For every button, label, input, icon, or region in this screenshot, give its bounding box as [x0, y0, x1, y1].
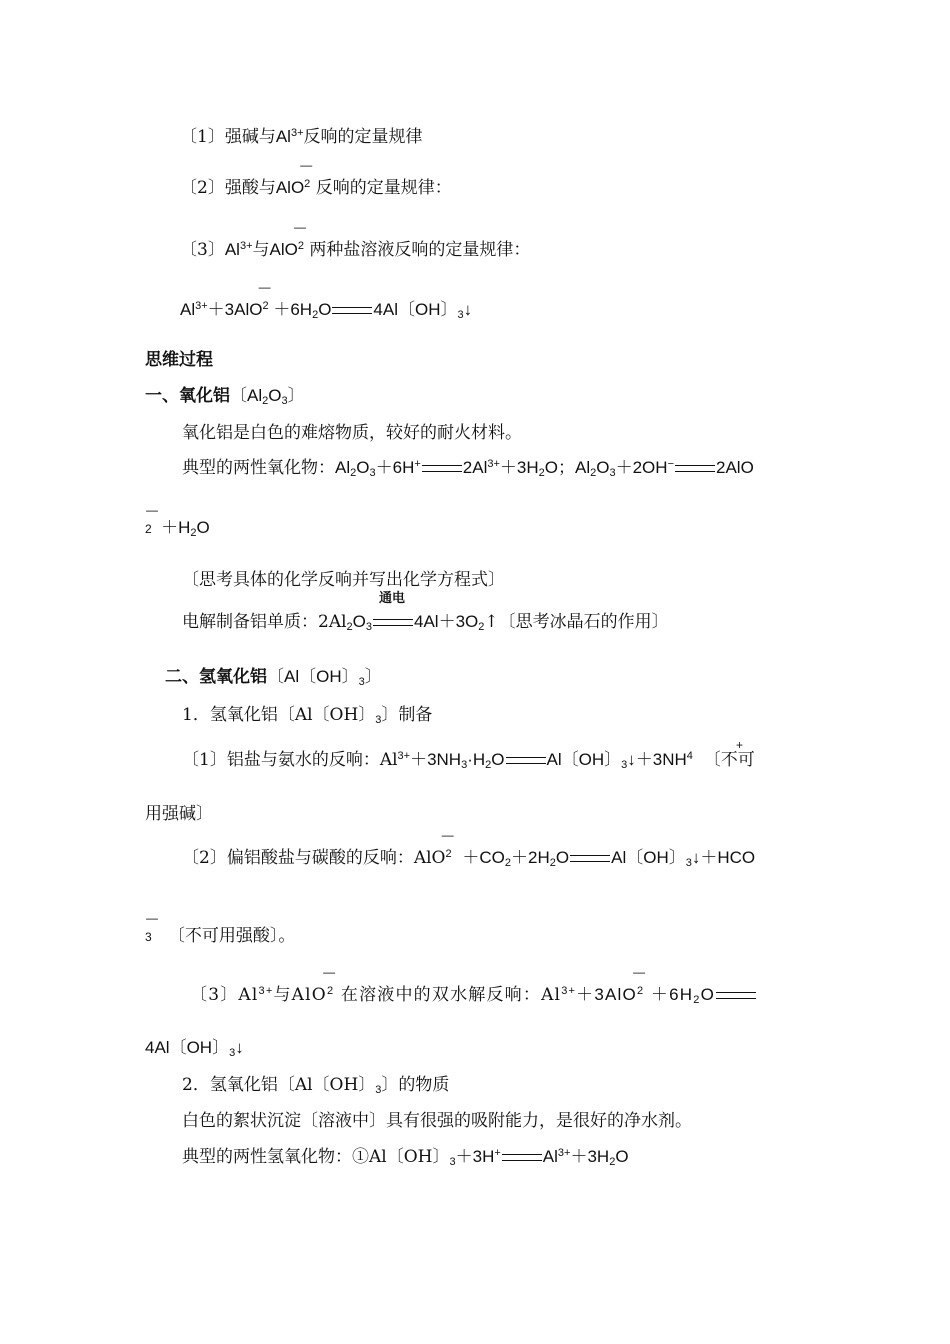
section-2-amphoteric [182, 1145, 629, 1169]
method-1-cont: 用强碱〕 [145, 804, 213, 824]
charge-bar: — [293, 220, 306, 234]
eq-part: Al〔OH〕 [546, 750, 622, 769]
section-2-part-1-heading [182, 703, 432, 727]
sub: 2 [609, 1156, 616, 1168]
sub: 2 [262, 300, 269, 312]
section-2-part-2-heading [182, 1073, 449, 1097]
text: 〔不可 [703, 750, 755, 770]
sub: 2 [538, 467, 545, 479]
label: 典型的两性氧化物： [182, 458, 335, 478]
sub: 2 [145, 522, 152, 536]
sub: 2 [326, 985, 335, 997]
charge-plus: + [736, 738, 744, 752]
sub: 4 [686, 750, 693, 762]
section-1-electrolysis [182, 591, 669, 634]
formula: 〕 [287, 386, 305, 405]
charge: 3+ [195, 300, 208, 312]
charge-bar: — [146, 911, 158, 925]
sub: 2 [590, 467, 597, 479]
alo2-ion [275, 158, 313, 202]
label: 〔1〕铝盐与氨水的反响：Al [182, 750, 398, 770]
sub: 3 [369, 467, 376, 479]
sub: 3 [229, 1047, 236, 1059]
sub: 3 [449, 1156, 456, 1168]
charge: 3+ [397, 750, 411, 762]
charge-bar: — [441, 828, 454, 842]
alo2-ion [269, 220, 306, 264]
al-ion: Al [224, 240, 240, 259]
eq-part: ＋3H [570, 1147, 610, 1166]
charge-bar: — [633, 965, 647, 979]
equals-sign [675, 465, 715, 472]
charge: 3+ [487, 458, 500, 470]
sub: 3 [609, 467, 616, 479]
eq-part: ＋2OH [615, 458, 668, 477]
section-1-desc: 氧化铝是白色的难熔物质，较好的耐火材料。 [182, 423, 522, 443]
sub: 2 [504, 857, 512, 869]
formula: 〕 [364, 667, 382, 686]
eq-part: 2AlO [716, 458, 754, 477]
eq-part: ＋6H [375, 458, 415, 477]
text: 2．氢氧化铝〔Al〔OH〕 [182, 1075, 376, 1095]
label: 〔3〕Al [190, 985, 259, 1005]
rule-1-tail: 反响的定量规律 [303, 127, 423, 147]
rule-3 [180, 220, 531, 264]
sub: 3 [685, 857, 692, 869]
sub: 3 [375, 1084, 382, 1096]
sub: 2 [693, 994, 701, 1006]
eq-part: Al [335, 458, 351, 477]
section-1-amphoteric [182, 456, 754, 480]
equals-with-condition [372, 591, 414, 634]
text: 与AlO [273, 985, 327, 1005]
text: 与 [252, 240, 270, 260]
eq-part: ＋CO [462, 848, 505, 867]
sub: 2 [445, 848, 452, 860]
eq-part: O [491, 750, 505, 769]
eq-part: ·H [467, 750, 486, 769]
charge: 3+ [290, 127, 304, 139]
charge: − [667, 458, 674, 470]
equals-sign [332, 307, 372, 314]
text: 〔不可用强酸〕。 [167, 926, 296, 946]
text: 〕制备 [381, 705, 433, 725]
eq-part: ↓＋HCO [691, 848, 756, 867]
title-text: 二、氢氧化铝 [165, 667, 267, 687]
section-2-title [165, 665, 382, 689]
eq-part: O [318, 300, 332, 319]
sub: 3 [281, 395, 288, 407]
eq-part: ＋3NH [410, 750, 462, 769]
charge-bar: — [258, 280, 271, 294]
alo2-ion [441, 828, 454, 872]
condition-label: 通电 [379, 591, 406, 606]
formula: 〔Al [230, 386, 263, 405]
eq-part: O [356, 458, 370, 477]
method-3-cont [145, 1036, 244, 1060]
eq-part: O；Al [544, 458, 591, 477]
alo2-text: AlO [269, 240, 298, 259]
equals-sign [570, 855, 610, 862]
charge-bar: — [146, 503, 158, 517]
sub: 2 [297, 240, 304, 252]
rule-3-equation [180, 280, 473, 324]
sub: 3 [365, 621, 373, 633]
rule-2-tail: 反响的定量规律： [315, 178, 452, 198]
charge: + [414, 458, 421, 470]
down-arrow-icon: ↓ [235, 1038, 244, 1057]
sub: 2 [636, 985, 645, 997]
label: 典型的两性氢氧化物：①Al〔OH〕 [182, 1147, 450, 1167]
section-1-amph-cont [145, 516, 210, 541]
eq-part: ＋6H [650, 985, 694, 1004]
sub: 2 [190, 527, 197, 539]
sub: 2 [485, 759, 492, 771]
eq-part: O [196, 518, 210, 537]
method-2-cont [145, 924, 295, 949]
eq-part: Al [180, 300, 196, 319]
text: 〕的物质 [381, 1075, 450, 1095]
eq-part: Al〔OH〕 [611, 848, 686, 867]
charge: 3+ [557, 1147, 571, 1159]
eq-part: O [615, 1147, 629, 1166]
eq-part: O [596, 458, 610, 477]
eq-part: ＋2H [511, 848, 550, 867]
eq-part: O [555, 848, 570, 867]
sub: 3 [375, 714, 382, 726]
equals-sign [716, 992, 756, 999]
text: 在溶液中的双水解反响：Al [340, 985, 562, 1005]
sub: 2 [549, 857, 556, 869]
rule-2-label: 〔2〕强酸与 [180, 178, 276, 198]
equation [335, 458, 754, 477]
sub: 3 [621, 759, 628, 771]
eq-part: ＋3H [499, 458, 539, 477]
sub: 2 [262, 395, 269, 407]
text: 1．氢氧化铝〔Al〔OH〕 [182, 705, 376, 725]
equals-sign [502, 1154, 542, 1161]
label: 电解制备铝单质：2Al [182, 612, 347, 632]
sub: 2 [312, 309, 319, 321]
eq-part: O [700, 985, 715, 1004]
eq-part: ＋H [161, 518, 191, 537]
eq-part: Al [542, 1147, 558, 1166]
eq-part: 4Al〔OH〕 [373, 300, 458, 319]
title-text: 一、氧化铝 [145, 386, 230, 406]
alo2-ion [207, 280, 271, 324]
equals-sign [422, 465, 462, 472]
alo2-text: AlO [275, 178, 305, 197]
charge: 3+ [561, 985, 577, 997]
eq-part: O [352, 612, 366, 631]
sub: 3 [358, 676, 365, 688]
section-1-title [145, 384, 305, 408]
section-2-part-2-desc: 白色的絮状沉淀〔溶液中〕具有很强的吸附能力，是很好的净水剂。 [182, 1111, 692, 1131]
sub: 2 [304, 178, 311, 190]
eq-part: 4Al＋3O [414, 612, 479, 631]
method-2 [182, 828, 756, 872]
rule-1 [180, 125, 423, 149]
method-1 [182, 748, 755, 774]
section-1-think: 〔思考具体的化学反响并写出化学方程式〕 [182, 570, 505, 590]
charge-bar: — [323, 965, 337, 979]
eq-part: 4Al〔OH〕 [145, 1038, 230, 1057]
sub: 2 [478, 621, 485, 633]
alo2-ion [323, 965, 337, 1009]
eq-part: ＋3H [455, 1147, 495, 1166]
charge: 3+ [239, 240, 253, 252]
label: 〔2〕偏铝酸盐与碳酸的反响：AlO [182, 848, 446, 868]
sub: 3 [145, 930, 152, 944]
eq-part: ↓＋3NH [627, 750, 687, 769]
rule-3-tail: 两种盐溶液反响的定量规律： [309, 240, 531, 260]
down-arrow-icon: ↓ [463, 300, 473, 319]
charge: 3+ [258, 985, 274, 997]
rule-3-label: 〔3〕 [180, 240, 225, 260]
al-ion: Al [275, 127, 291, 146]
sub: 3 [457, 309, 464, 321]
charge-bar: — [300, 158, 313, 172]
rule-2 [180, 158, 452, 202]
equals-sign [506, 757, 546, 764]
rule-1-label: 〔1〕强碱与 [180, 127, 276, 147]
eq-part: ＋6H [273, 300, 313, 319]
equals-sign [373, 619, 413, 626]
method-3 [190, 965, 757, 1009]
charge: + [494, 1147, 501, 1159]
heading-thinking: 思维过程 [145, 350, 213, 370]
sub: 2 [350, 467, 357, 479]
eq-part: ＋3AlO [576, 985, 637, 1004]
alo2-ion [576, 965, 647, 1009]
sub: 2 [346, 621, 353, 633]
eq-part: ＋3AlO [207, 300, 263, 319]
formula: O [268, 386, 282, 405]
text: ↑〔思考冰晶石的作用〕 [484, 612, 669, 632]
eq-part: 2Al [462, 458, 488, 477]
formula: 〔Al〔OH〕 [267, 667, 359, 686]
sub: 3 [461, 759, 468, 771]
